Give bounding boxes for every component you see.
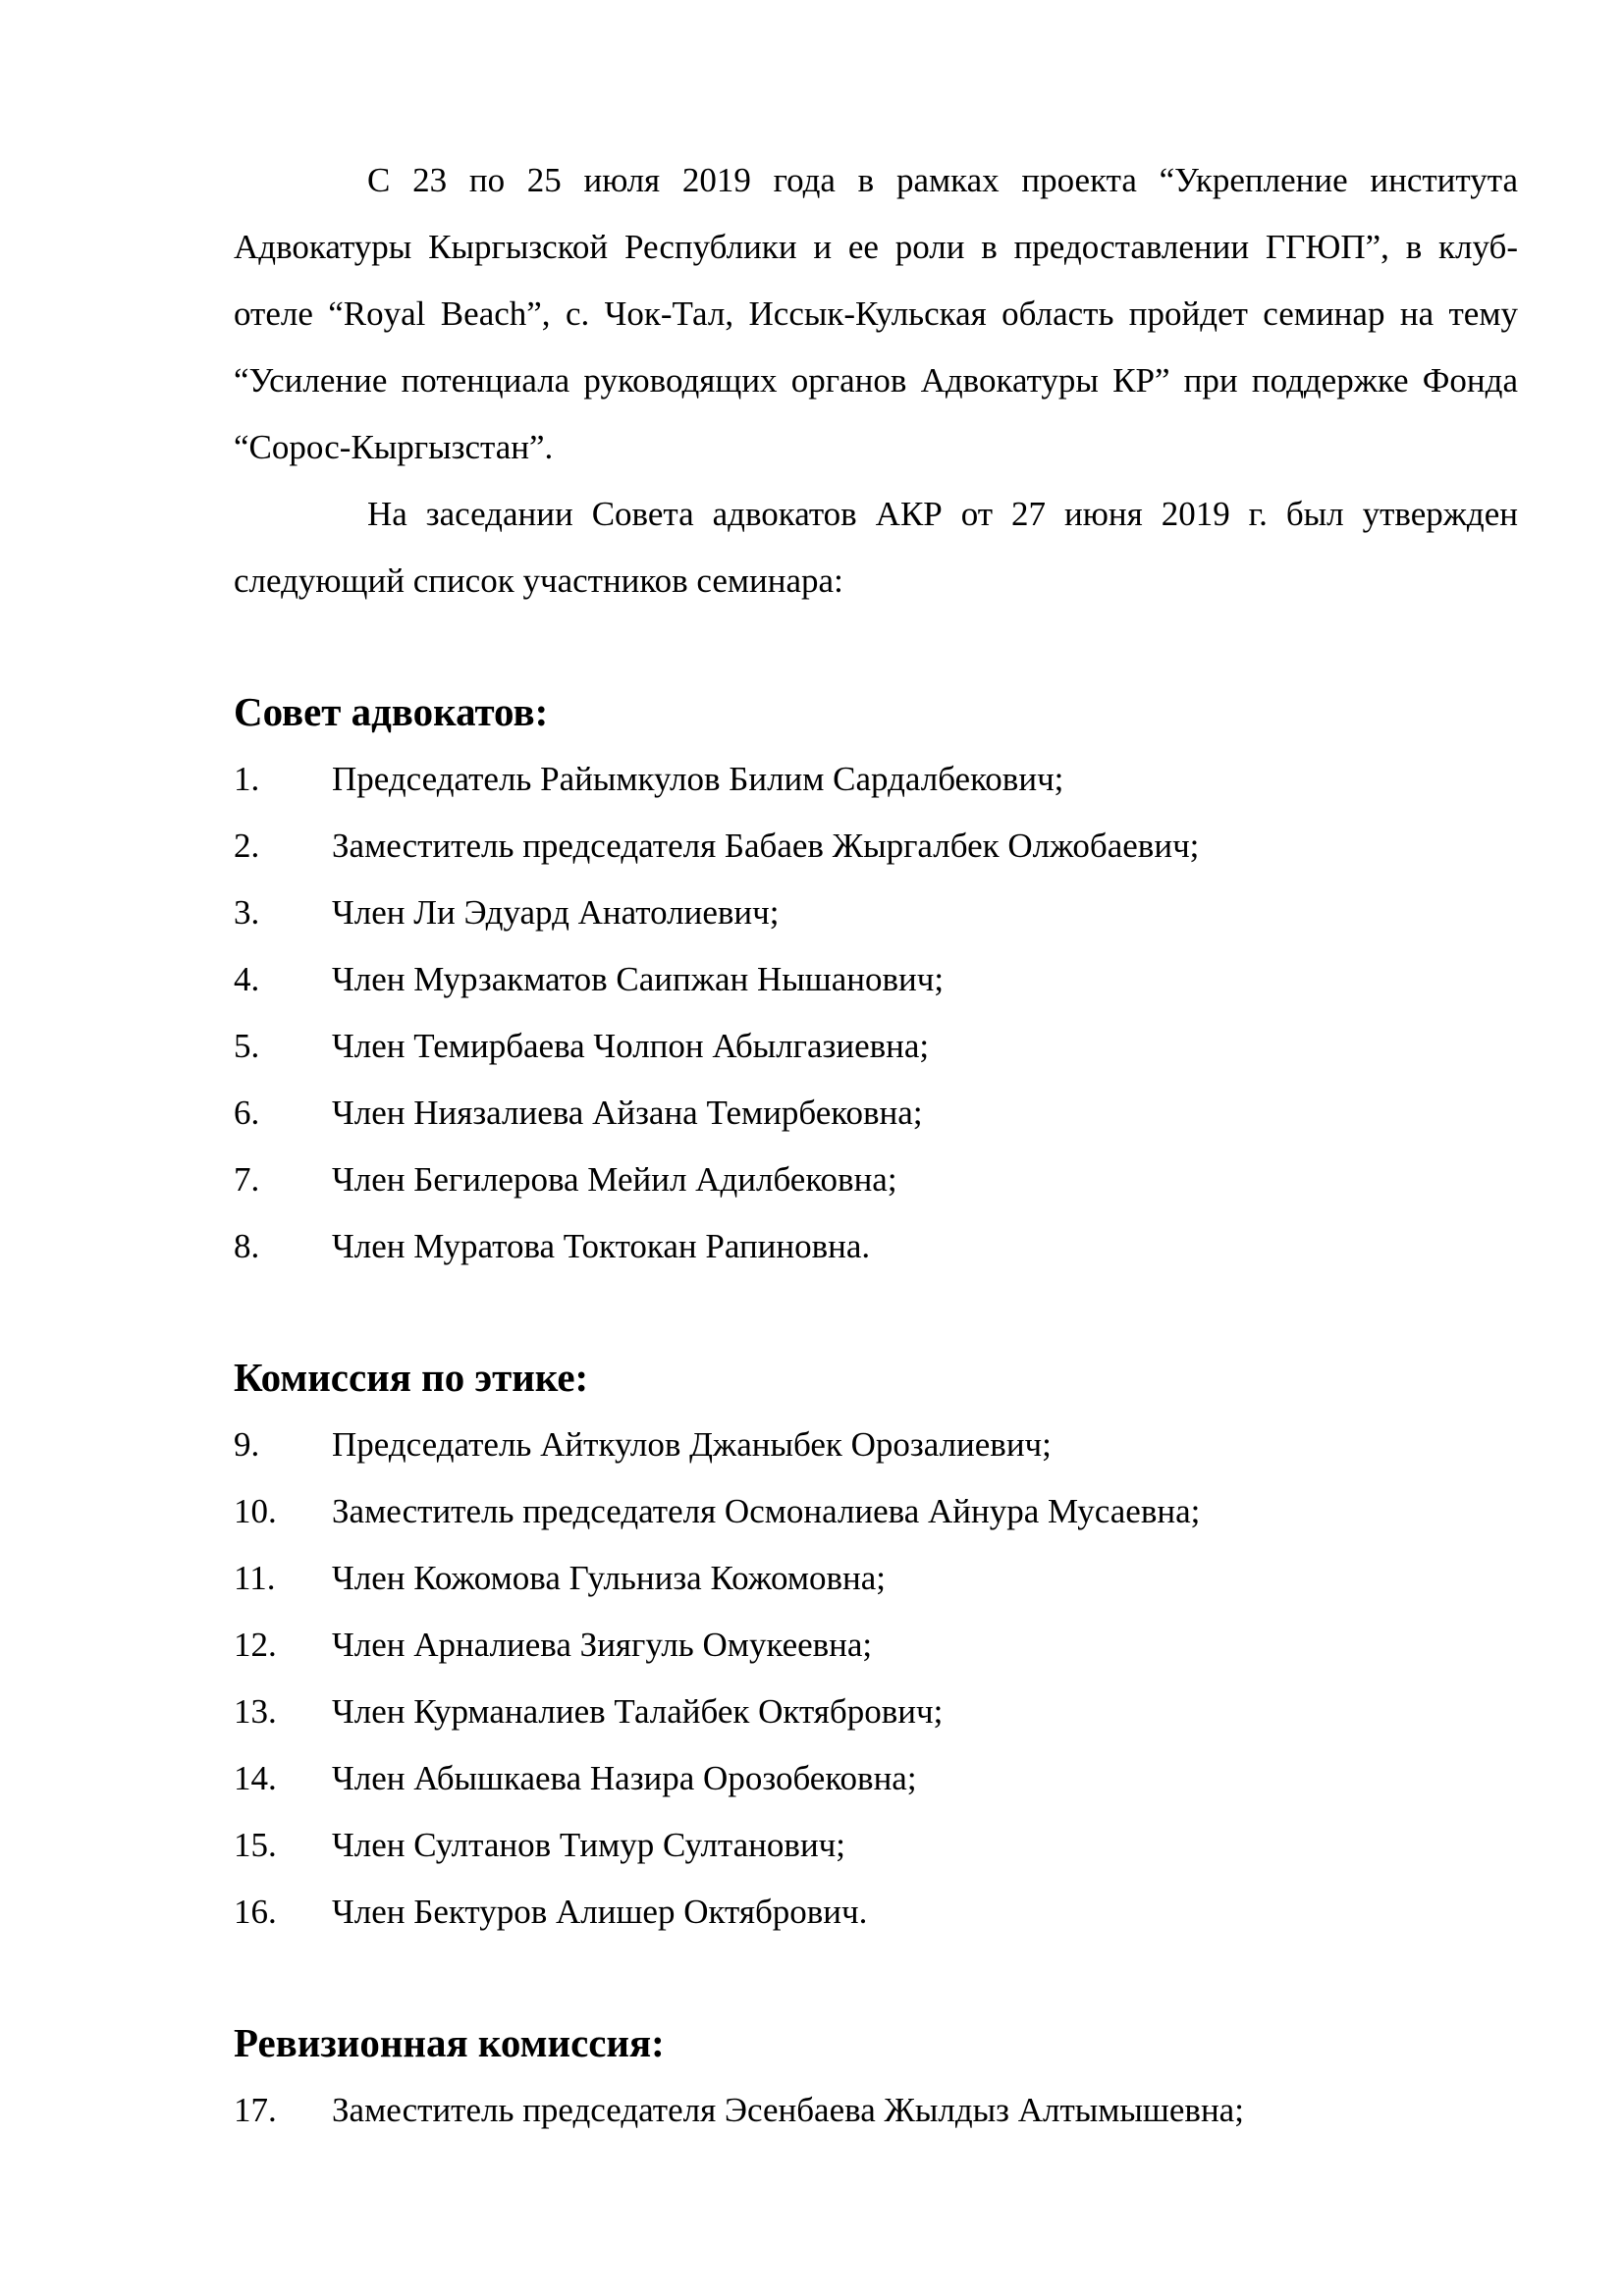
list-item <box>234 2077 1518 2144</box>
list-item <box>234 1879 1518 1946</box>
item-number: 8. <box>234 1227 260 1265</box>
section-title: Комиссия по этике: <box>234 1356 589 1400</box>
item-text: Председатель Айткулов Джаныбек Орозалиевич; <box>332 1425 1052 1464</box>
section-ethics-commission <box>234 1345 1518 1946</box>
item-number: 17. <box>234 2091 277 2129</box>
list-item <box>234 746 1518 813</box>
list-item <box>234 1478 1518 1545</box>
item-number: 9. <box>234 1425 260 1464</box>
item-text: Член Мурзакматов Саипжан Нышанович; <box>332 960 945 998</box>
list-item <box>234 1545 1518 1612</box>
list-item <box>234 1013 1518 1080</box>
item-number: 15. <box>234 1826 277 1864</box>
item-number: 12. <box>234 1626 277 1664</box>
item-number: 13. <box>234 1692 277 1731</box>
list-item <box>234 813 1518 880</box>
list-item <box>234 880 1518 946</box>
item-number: 14. <box>234 1759 277 1797</box>
item-text: Заместитель председателя Эсенбаева Жылдыз Алтымышевна; <box>332 2091 1244 2129</box>
list-item <box>234 1745 1518 1812</box>
item-number: 4. <box>234 960 260 998</box>
council-decision-paragraph: На заседании Совета адвокатов АКР от 27 июня 2019 г. был утвержден следующий список участников семинара: <box>234 495 1518 600</box>
section-audit-commission <box>234 2010 1518 2144</box>
item-number: 16. <box>234 1893 277 1931</box>
item-text: Член Кожомова Гульниза Кожомовна; <box>332 1559 886 1597</box>
item-text: Член Ли Эдуард Анатолиевич; <box>332 893 780 932</box>
item-number: 10. <box>234 1492 277 1530</box>
item-number: 3. <box>234 893 260 932</box>
list-item <box>234 1612 1518 1679</box>
item-number: 5. <box>234 1027 260 1065</box>
list-item <box>234 1812 1518 1879</box>
list-item <box>234 1679 1518 1745</box>
section-title: Ревизионная комиссия: <box>234 2021 665 2065</box>
item-text: Председатель Райымкулов Билим Сардалбекович; <box>332 760 1064 798</box>
item-number: 6. <box>234 1094 260 1132</box>
item-text: Член Темирбаева Чолпон Абылгазиевна; <box>332 1027 930 1065</box>
intro-paragraph: С 23 по 25 июля 2019 года в рамках проекта “Укрепление института Адвокатуры Кыргызской Республики и ее роли в предоставлении ГГЮП”, в клуб-отеле “Royal Beach”, с. Чок-Тал, Иссык-Кульская область пройдет семинар на тему “Усиление потенциала руководящих органов Адвокатуры КР” при поддержке Фонда “Сорос-Кыргызстан”. <box>234 161 1518 466</box>
participant-list <box>234 2077 1518 2144</box>
item-number: 11. <box>234 1559 276 1597</box>
document-page <box>234 147 1518 2144</box>
item-text: Заместитель председателя Бабаев Жыргалбек Олжобаевич; <box>332 827 1200 865</box>
item-text: Заместитель председателя Осмоналиева Айнура Мусаевна; <box>332 1492 1201 1530</box>
list-item <box>234 1080 1518 1147</box>
list-item <box>234 1412 1518 1478</box>
item-number: 1. <box>234 760 260 798</box>
item-text: Член Курманалиев Талайбек Октябрович; <box>332 1692 944 1731</box>
list-item <box>234 1147 1518 1213</box>
list-item <box>234 1213 1518 1280</box>
item-number: 2. <box>234 827 260 865</box>
section-title: Совет адвокатов: <box>234 690 549 734</box>
participant-list <box>234 746 1518 1280</box>
item-text: Член Ниязалиева Айзана Темирбековна; <box>332 1094 923 1132</box>
item-text: Член Бектуров Алишер Октябрович. <box>332 1893 868 1931</box>
item-text: Член Абышкаева Назира Орозобековна; <box>332 1759 917 1797</box>
item-text: Член Султанов Тимур Султанович; <box>332 1826 846 1864</box>
item-number: 7. <box>234 1160 260 1199</box>
item-text: Член Бегилерова Мейил Адилбековна; <box>332 1160 897 1199</box>
participant-list <box>234 1412 1518 1946</box>
item-text: Член Арналиева Зиягуль Омукеевна; <box>332 1626 873 1664</box>
item-text: Член Муратова Токтокан Рапиновна. <box>332 1227 871 1265</box>
list-item <box>234 946 1518 1013</box>
section-lawyers-council <box>234 679 1518 1280</box>
